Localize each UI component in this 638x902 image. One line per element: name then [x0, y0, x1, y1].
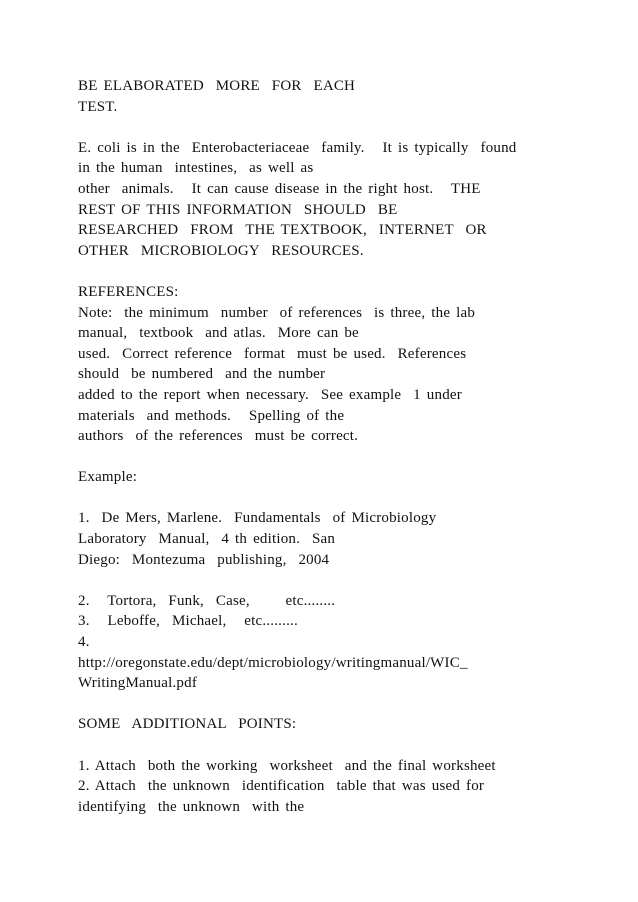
text-line: BE ELABORATED MORE FOR EACH — [78, 78, 356, 94]
text-line: 1. De Mers, Marlene. Fundamentals of Microbiology — [78, 510, 437, 527]
text-line: E. coli is in the Enterobacteriaceae family. It is typically found — [78, 139, 517, 156]
document-body — [78, 76, 598, 817]
text-line: in the human intestines, as well as — [78, 160, 314, 177]
text-line: RESEARCHED FROM THE TEXTBOOK, INTERNET OR — [78, 222, 487, 239]
text-line: other animals. It can cause disease in the right host. THE — [78, 180, 481, 197]
references-2-4 — [78, 591, 598, 694]
paragraph-references — [78, 282, 598, 447]
text-line: manual, textbook and atlas. More can be — [78, 325, 359, 342]
text-line: 1. Attach both the working worksheet and the final worksheet — [78, 757, 496, 774]
text-line: added to the report when necessary. See example 1 under — [78, 386, 462, 403]
paragraph-intro-continuation — [78, 76, 598, 117]
section-heading: Example: — [78, 469, 138, 486]
text-line: Note: the minimum number of references is three, the lab — [78, 304, 476, 321]
text-line: 2. Tortora, Funk, Case, etc........ — [78, 592, 336, 609]
text-line: OTHER MICROBIOLOGY RESOURCES. — [78, 242, 364, 259]
text-line: TEST. — [78, 98, 118, 115]
section-heading: SOME ADDITIONAL POINTS: — [78, 716, 297, 733]
reference-1 — [78, 508, 598, 570]
text-line: 2. Attach the unknown identification table that was used for — [78, 778, 485, 795]
additional-points-list — [78, 756, 598, 818]
section-heading: REFERENCES: — [78, 283, 179, 300]
text-line: authors of the references must be correct. — [78, 428, 359, 445]
text-line: materials and methods. Spelling of the — [78, 407, 345, 424]
text-line: 4. — [78, 634, 90, 651]
paragraph-example-label — [78, 467, 598, 488]
reference-url: http://oregonstate.edu/dept/microbiology/writingmanual/WIC_ — [78, 654, 468, 671]
text-line: 3. Leboffe, Michael, etc......... — [78, 613, 298, 630]
text-line: used. Correct reference format must be used. References — [78, 345, 467, 362]
paragraph-additional-points-heading — [78, 714, 598, 735]
text-line: REST OF THIS INFORMATION SHOULD BE — [78, 201, 398, 218]
text-line: Laboratory Manual, 4 th edition. San — [78, 531, 336, 548]
text-line: Diego: Montezuma publishing, 2004 — [78, 551, 330, 568]
text-line: identifying the unknown with the — [78, 798, 305, 815]
paragraph-ecoli — [78, 138, 598, 262]
reference-url: WritingManual.pdf — [78, 675, 198, 692]
text-line: should be numbered and the number — [78, 366, 326, 383]
